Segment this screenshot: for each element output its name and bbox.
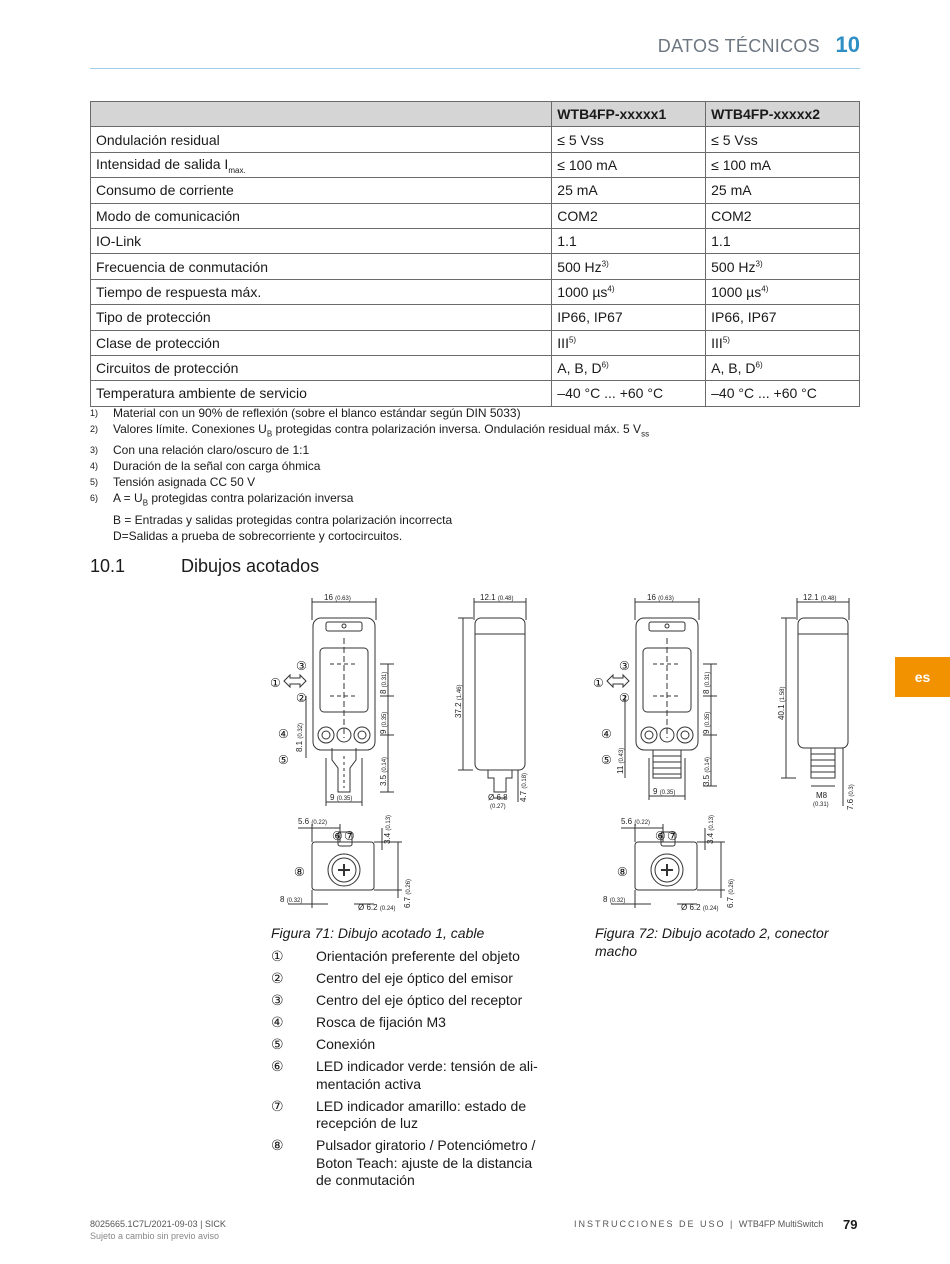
dim-40-1-inch: (1.58)	[780, 686, 786, 703]
row-value-1	[552, 305, 706, 330]
svg-text:3.5 (0.14)	[379, 757, 388, 786]
row-label-text: Consumo de corriente	[96, 182, 234, 199]
legend-marker: ②	[271, 970, 284, 986]
svg-text:16 (0.63)	[324, 593, 351, 602]
row-label	[91, 127, 552, 152]
row-value-1-footnote-ref: 4)	[607, 284, 615, 294]
dim-3-4-inch: (0.13)	[386, 814, 392, 831]
row-value-1-text: III	[557, 334, 569, 351]
dim-5-6: 5.6	[298, 817, 310, 826]
marker-1: ①	[270, 676, 281, 690]
footnote-text	[113, 474, 255, 490]
footnote-text-part: A = U	[113, 491, 143, 506]
marker-1: ①	[593, 676, 604, 690]
svg-text:5.6 (0.22)	[298, 817, 327, 826]
table-row	[91, 381, 860, 406]
legend-text: Pulsador giratorio / Potenciómetro / Boton Teach: ajuste de la distancia de conmutación	[316, 1137, 536, 1188]
footnote-number: 2)	[90, 424, 99, 434]
dim-m8: M8	[816, 791, 828, 800]
row-value-1	[552, 203, 706, 228]
row-value-2	[706, 330, 860, 355]
marker-5: ⑤	[601, 753, 612, 767]
row-value-1-text: COM2	[557, 207, 598, 224]
legend-marker: ⑥	[271, 1058, 284, 1074]
row-value-2	[706, 279, 860, 304]
svg-text:8.1 (0.32)	[295, 723, 304, 752]
table-row	[91, 254, 860, 279]
dim-6-2: Ø 6.2	[681, 903, 701, 912]
row-value-2-text: ≤ 100 mA	[711, 156, 771, 173]
svg-text:9 (0.35)	[330, 793, 352, 802]
footer-disclaimer: Sujeto a cambio sin previo aviso	[90, 1231, 220, 1241]
dimension-labels-connector	[603, 593, 855, 912]
row-label	[91, 355, 552, 380]
dim-8-inch: (0.31)	[705, 671, 711, 688]
row-value-2	[706, 228, 860, 253]
row-value-1	[552, 254, 706, 279]
dim-cable-diameter: Ø 6.8	[488, 793, 508, 802]
footer-manual	[574, 1219, 823, 1229]
footnote-text-part: protegidas contra polarización inversa. Ondulación residual máx. 5 V	[272, 422, 642, 436]
dim-12-1: 12.1	[480, 593, 496, 602]
marker-6: ⑥	[655, 829, 666, 843]
footnote	[90, 405, 649, 421]
row-label-text: IO-Link	[96, 233, 142, 250]
marker-2: ②	[296, 691, 307, 705]
footnote-text-part: Con una relación claro/oscuro de 1:1	[113, 443, 310, 458]
svg-text:8 (0.31)	[702, 672, 711, 694]
svg-text:6.7 (0.26)	[403, 879, 412, 908]
dim-6-2: Ø 6.2	[358, 903, 378, 912]
dim-9-inch: (0.35)	[659, 790, 676, 796]
svg-text:11 (0.43)	[616, 748, 625, 774]
legend-item	[271, 970, 561, 988]
row-label	[91, 228, 552, 253]
footnote-text-part: Valores límite. Conexiones U	[113, 422, 267, 436]
dim-16-inch: (0.63)	[658, 596, 674, 602]
marker-5: ⑤	[278, 753, 289, 767]
marker-2: ②	[619, 691, 630, 705]
row-value-2-text: COM2	[711, 207, 752, 224]
dim-12-1: 12.1	[803, 593, 819, 602]
marker-3: ③	[619, 659, 630, 673]
svg-text:8 (0.32)	[280, 895, 302, 904]
dim-6-2-inch: (0.24)	[379, 906, 396, 912]
row-value-2	[706, 254, 860, 279]
footer-doc-info	[90, 1218, 226, 1242]
svg-text:3.5 (0.14)	[702, 757, 711, 786]
dim-7-6: 7.6	[846, 798, 855, 810]
footnote-number: 5)	[90, 477, 99, 488]
row-label-text: Ondulación residual	[96, 131, 220, 148]
dim-11-inch: (0.43)	[619, 747, 625, 764]
dim-9-vertical: 9	[702, 729, 711, 734]
row-label	[91, 279, 552, 304]
legend-item	[271, 1058, 561, 1093]
row-value-2	[706, 355, 860, 380]
table-header-row	[91, 102, 860, 127]
svg-text:Ø 6.2 (0.24)	[358, 903, 396, 912]
language-tab[interactable]: es	[895, 657, 950, 697]
dim-9-vertical-inch: (0.35)	[705, 711, 711, 728]
dim-11: 11	[616, 765, 625, 774]
row-value-2-text: 500 Hz	[711, 258, 756, 275]
row-value-2	[706, 178, 860, 203]
dim-8-bottom: 8	[280, 895, 285, 904]
marker-8: ⑧	[617, 865, 628, 879]
row-value-1-text: A, B, D	[557, 360, 602, 377]
svg-text:8 (0.32)	[603, 895, 625, 904]
row-value-2	[706, 305, 860, 330]
row-label-text: Temperatura ambiente de servicio	[96, 385, 307, 402]
svg-text:6.7 (0.26)	[726, 879, 735, 908]
row-value-2-text: ≤ 5 Vss	[711, 131, 758, 148]
svg-text:40.1 (1.58)	[777, 687, 786, 721]
row-value-1-text: IP66, IP67	[557, 309, 623, 326]
svg-text:9 (0.35)	[379, 712, 388, 734]
svg-text:7.6 (0.3)	[846, 784, 855, 810]
legend-marker: ①	[271, 948, 284, 964]
dim-8-bottom: 8	[603, 895, 608, 904]
svg-text:Ø 6.2 (0.24)	[681, 903, 719, 912]
dim-12-1-inch: (0.48)	[497, 596, 514, 602]
dim-16: 16	[647, 593, 656, 602]
table-row	[91, 228, 860, 253]
row-label	[91, 254, 552, 279]
footnote-text-part: Material con un 90% de reflexión (sobre el blanco estándar según DIN 5033)	[113, 406, 521, 420]
footer-doc-id: 8025665.1C7L/2021-09-03 | SICK	[90, 1219, 226, 1229]
row-label-subscript: max.	[228, 165, 246, 175]
table-row	[91, 330, 860, 355]
legend-item	[271, 948, 561, 966]
dim-m8-inch: (0.31)	[813, 802, 829, 808]
section-heading	[90, 556, 319, 577]
svg-text:5.6 (0.22)	[621, 817, 650, 826]
row-value-1-text: ≤ 5 Vss	[557, 131, 604, 148]
dimension-labels-cable	[280, 593, 528, 912]
svg-text:9 (0.35)	[702, 712, 711, 734]
legend-text: LED indicador verde: tensión de ali-mentación activa	[316, 1058, 538, 1092]
footnote-subscript: B	[142, 498, 149, 508]
row-label	[91, 178, 552, 203]
dim-9: 9	[653, 787, 658, 796]
dim-9-inch: (0.35)	[336, 796, 353, 802]
footnote-text	[113, 490, 353, 511]
dim-3-5: 3.5	[379, 774, 388, 786]
row-value-2	[706, 203, 860, 228]
marker-4: ④	[601, 727, 612, 741]
row-value-2-text: A, B, D	[711, 360, 756, 377]
row-value-1-text: 1000 µs	[557, 283, 608, 300]
dim-8-bottom-inch: (0.32)	[609, 898, 626, 904]
svg-text:9 (0.35)	[653, 787, 675, 796]
footnote-text	[113, 405, 521, 421]
row-label-text: Circuitos de protección	[96, 360, 239, 377]
footnote	[90, 490, 649, 511]
legend-item	[271, 1137, 561, 1190]
row-value-1	[552, 178, 706, 203]
footnote-number: 3)	[90, 445, 99, 456]
row-value-2-text: 25 mA	[711, 182, 752, 199]
footnote	[90, 458, 649, 474]
dim-3-5-inch: (0.14)	[705, 756, 711, 773]
row-label-text: Tiempo de respuesta máx.	[96, 283, 262, 300]
footnote-subscript: B	[266, 429, 273, 439]
dim-8: 8	[379, 689, 388, 694]
dimension-drawing-connector	[591, 588, 863, 918]
row-label-text: Intensidad de salida I	[96, 155, 229, 172]
row-value-2-text: –40 °C ... +60 °C	[711, 385, 817, 402]
footnote-subscript: ss	[641, 429, 650, 439]
row-value-1-text: ≤ 100 mA	[557, 156, 618, 173]
footnote-number: 1)	[90, 408, 99, 418]
dim-cable-diameter-inch: (0.27)	[490, 804, 506, 810]
footnotes	[90, 405, 649, 544]
row-label-text: Clase de protección	[96, 334, 220, 351]
row-label	[91, 305, 552, 330]
row-value-2-footnote-ref: 3)	[755, 258, 763, 268]
row-label	[91, 152, 552, 177]
row-value-1-footnote-ref: 5)	[568, 335, 577, 345]
footer-product: WTB4FP MultiSwitch	[738, 1219, 824, 1229]
table-row	[91, 355, 860, 380]
row-value-1	[552, 355, 706, 380]
table-row	[91, 178, 860, 203]
footnote	[90, 421, 649, 442]
row-value-2-footnote-ref: 6)	[755, 360, 763, 370]
footnote-text	[113, 421, 649, 442]
table-row	[91, 152, 860, 177]
footnote-text-part: Tensión asignada CC 50 V	[113, 475, 256, 490]
legend-list	[271, 948, 561, 1194]
legend-item	[271, 992, 561, 1010]
row-value-1	[552, 152, 706, 177]
row-value-2-text: IP66, IP67	[711, 309, 777, 326]
dim-8-1: 8.1	[295, 740, 304, 752]
marker-7: ⑦	[344, 829, 355, 843]
legend-marker: ⑦	[271, 1097, 284, 1114]
dimension-drawing-cable	[268, 588, 540, 918]
figure-71-caption: Figura 71: Dibujo acotado 1, cable	[271, 925, 485, 941]
row-value-2-text: 1000 µs	[711, 283, 762, 300]
dim-9-vertical-inch: (0.35)	[382, 711, 388, 728]
row-value-2	[706, 127, 860, 152]
dim-6-7-inch: (0.26)	[729, 878, 735, 895]
footnote-6-cont-d: D=Salidas a prueba de sobrecorriente y cortocircuitos.	[113, 528, 403, 543]
svg-text:12.1 (0.48)	[480, 593, 514, 602]
table-row	[91, 127, 860, 152]
row-value-1-text: 500 Hz	[557, 258, 602, 275]
dim-8: 8	[702, 689, 711, 694]
legend-marker: ③	[271, 992, 284, 1008]
footer-manual-label: INSTRUCCIONES DE USO |	[574, 1219, 739, 1229]
row-label	[91, 381, 552, 406]
legend-marker: ④	[271, 1014, 284, 1030]
dim-40-1: 40.1	[777, 704, 786, 720]
row-value-2-footnote-ref: 5)	[722, 335, 730, 345]
legend-text: Orientación preferente del objeto	[316, 948, 520, 964]
row-value-1	[552, 381, 706, 406]
row-label	[91, 203, 552, 228]
spec-table	[90, 101, 860, 407]
row-label-text: Modo de comunicación	[96, 207, 240, 224]
row-value-1-footnote-ref: 6)	[601, 360, 609, 370]
svg-text:3.4 (0.13)	[383, 815, 392, 844]
legend-text: Centro del eje óptico del receptor	[316, 992, 523, 1008]
table-header-col1: WTB4FP-xxxxx1	[552, 102, 706, 127]
svg-text:3.4 (0.13)	[706, 815, 715, 844]
section-title: Dibujos acotados	[181, 556, 320, 576]
legend-item	[271, 1098, 561, 1133]
footnote	[90, 442, 649, 458]
dim-5-6: 5.6	[621, 817, 633, 826]
legend-text: LED indicador amarillo: estado de recepción de luz	[316, 1097, 527, 1131]
marker-4: ④	[278, 727, 289, 741]
dim-37-2-inch: (1.46)	[457, 684, 463, 701]
row-value-2-text: III	[711, 334, 723, 351]
row-value-2-text: 1.1	[711, 233, 731, 250]
row-value-1-footnote-ref: 3)	[601, 258, 609, 268]
footnote	[90, 474, 649, 490]
dim-12-1-inch: (0.48)	[820, 596, 837, 602]
row-value-1-text: –40 °C ... +60 °C	[557, 385, 664, 402]
dim-9-vertical: 9	[379, 729, 388, 734]
row-label-text: Frecuencia de conmutación	[96, 258, 268, 275]
footnote-text-part: protegidas contra polarización inversa	[148, 491, 354, 506]
dim-6-7: 6.7	[726, 896, 735, 908]
dim-3-4-inch: (0.13)	[709, 814, 715, 831]
row-value-1	[552, 228, 706, 253]
dim-16: 16	[324, 593, 333, 602]
dim-16-inch: (0.63)	[335, 596, 351, 602]
dim-6-7-inch: (0.26)	[406, 878, 412, 895]
table-row	[91, 279, 860, 304]
header-divider	[90, 68, 860, 69]
marker-7: ⑦	[667, 829, 678, 843]
dim-3-4: 3.4	[706, 832, 715, 844]
dim-7-6-inch: (0.3)	[849, 784, 855, 797]
table-header-col2: WTB4FP-xxxxx2	[706, 102, 860, 127]
header-title: DATOS TÉCNICOS	[657, 36, 820, 56]
footnote-number: 4)	[90, 461, 99, 472]
figure-72-caption: Figura 72: Dibujo acotado 2, conector macho	[595, 925, 829, 959]
table-row	[91, 305, 860, 330]
row-value-1	[552, 127, 706, 152]
table-header-empty	[91, 102, 552, 127]
row-value-2	[706, 381, 860, 406]
table-row	[91, 203, 860, 228]
dim-3-5-inch: (0.14)	[382, 756, 388, 773]
legend-item	[271, 1036, 561, 1054]
marker-8: ⑧	[294, 865, 305, 879]
row-value-2	[706, 152, 860, 177]
dim-6-7: 6.7	[403, 896, 412, 908]
legend-marker: ⑤	[271, 1036, 284, 1052]
legend-text: Rosca de fijación M3	[316, 1014, 446, 1030]
marker-3: ③	[296, 659, 307, 673]
dim-4-7: 4.7	[519, 790, 528, 802]
dim-4-7-inch: (0.18)	[522, 772, 528, 789]
dim-9: 9	[330, 793, 335, 802]
dim-8-bottom-inch: (0.32)	[286, 898, 303, 904]
row-value-1-text: 25 mA	[557, 182, 598, 199]
row-value-2-footnote-ref: 4)	[761, 284, 769, 294]
marker-6: ⑥	[332, 829, 343, 843]
dim-5-6-inch: (0.22)	[634, 820, 651, 826]
dim-5-6-inch: (0.22)	[311, 820, 328, 826]
dim-3-5: 3.5	[702, 774, 711, 786]
dim-6-2-inch: (0.24)	[702, 906, 719, 912]
row-label	[91, 330, 552, 355]
footnote-number: 6)	[90, 493, 99, 504]
footnote-text	[113, 442, 309, 458]
svg-text:8 (0.31)	[379, 672, 388, 694]
row-value-1	[552, 330, 706, 355]
svg-text:37.2 (1.46)	[454, 685, 463, 719]
dim-3-4: 3.4	[383, 832, 392, 844]
chapter-number: 10	[835, 32, 860, 57]
row-value-1-text: 1.1	[557, 233, 577, 250]
svg-text:12.1 (0.48)	[803, 593, 837, 602]
svg-text:4.7 (0.18)	[519, 773, 528, 802]
dim-37-2: 37.2	[454, 702, 463, 718]
dim-8-1-inch: (0.32)	[298, 722, 304, 739]
row-value-1	[552, 279, 706, 304]
page-number: 79	[843, 1217, 858, 1232]
footnote-text	[113, 458, 320, 474]
legend-text: Conexión	[316, 1036, 376, 1052]
svg-text:16 (0.63)	[647, 593, 674, 602]
section-number: 10.1	[90, 556, 126, 576]
legend-item	[271, 1014, 561, 1032]
footnote-text-part: Duración de la señal con carga óhmica	[113, 459, 321, 474]
legend-text: Centro del eje óptico del emisor	[316, 970, 513, 986]
footnote-6-cont-b: B = Entradas y salidas protegidas contra polarización incorrecta	[113, 512, 453, 527]
row-label-text: Tipo de protección	[96, 309, 211, 326]
legend-marker: ⑧	[271, 1137, 284, 1153]
dim-8-inch: (0.31)	[382, 671, 388, 688]
